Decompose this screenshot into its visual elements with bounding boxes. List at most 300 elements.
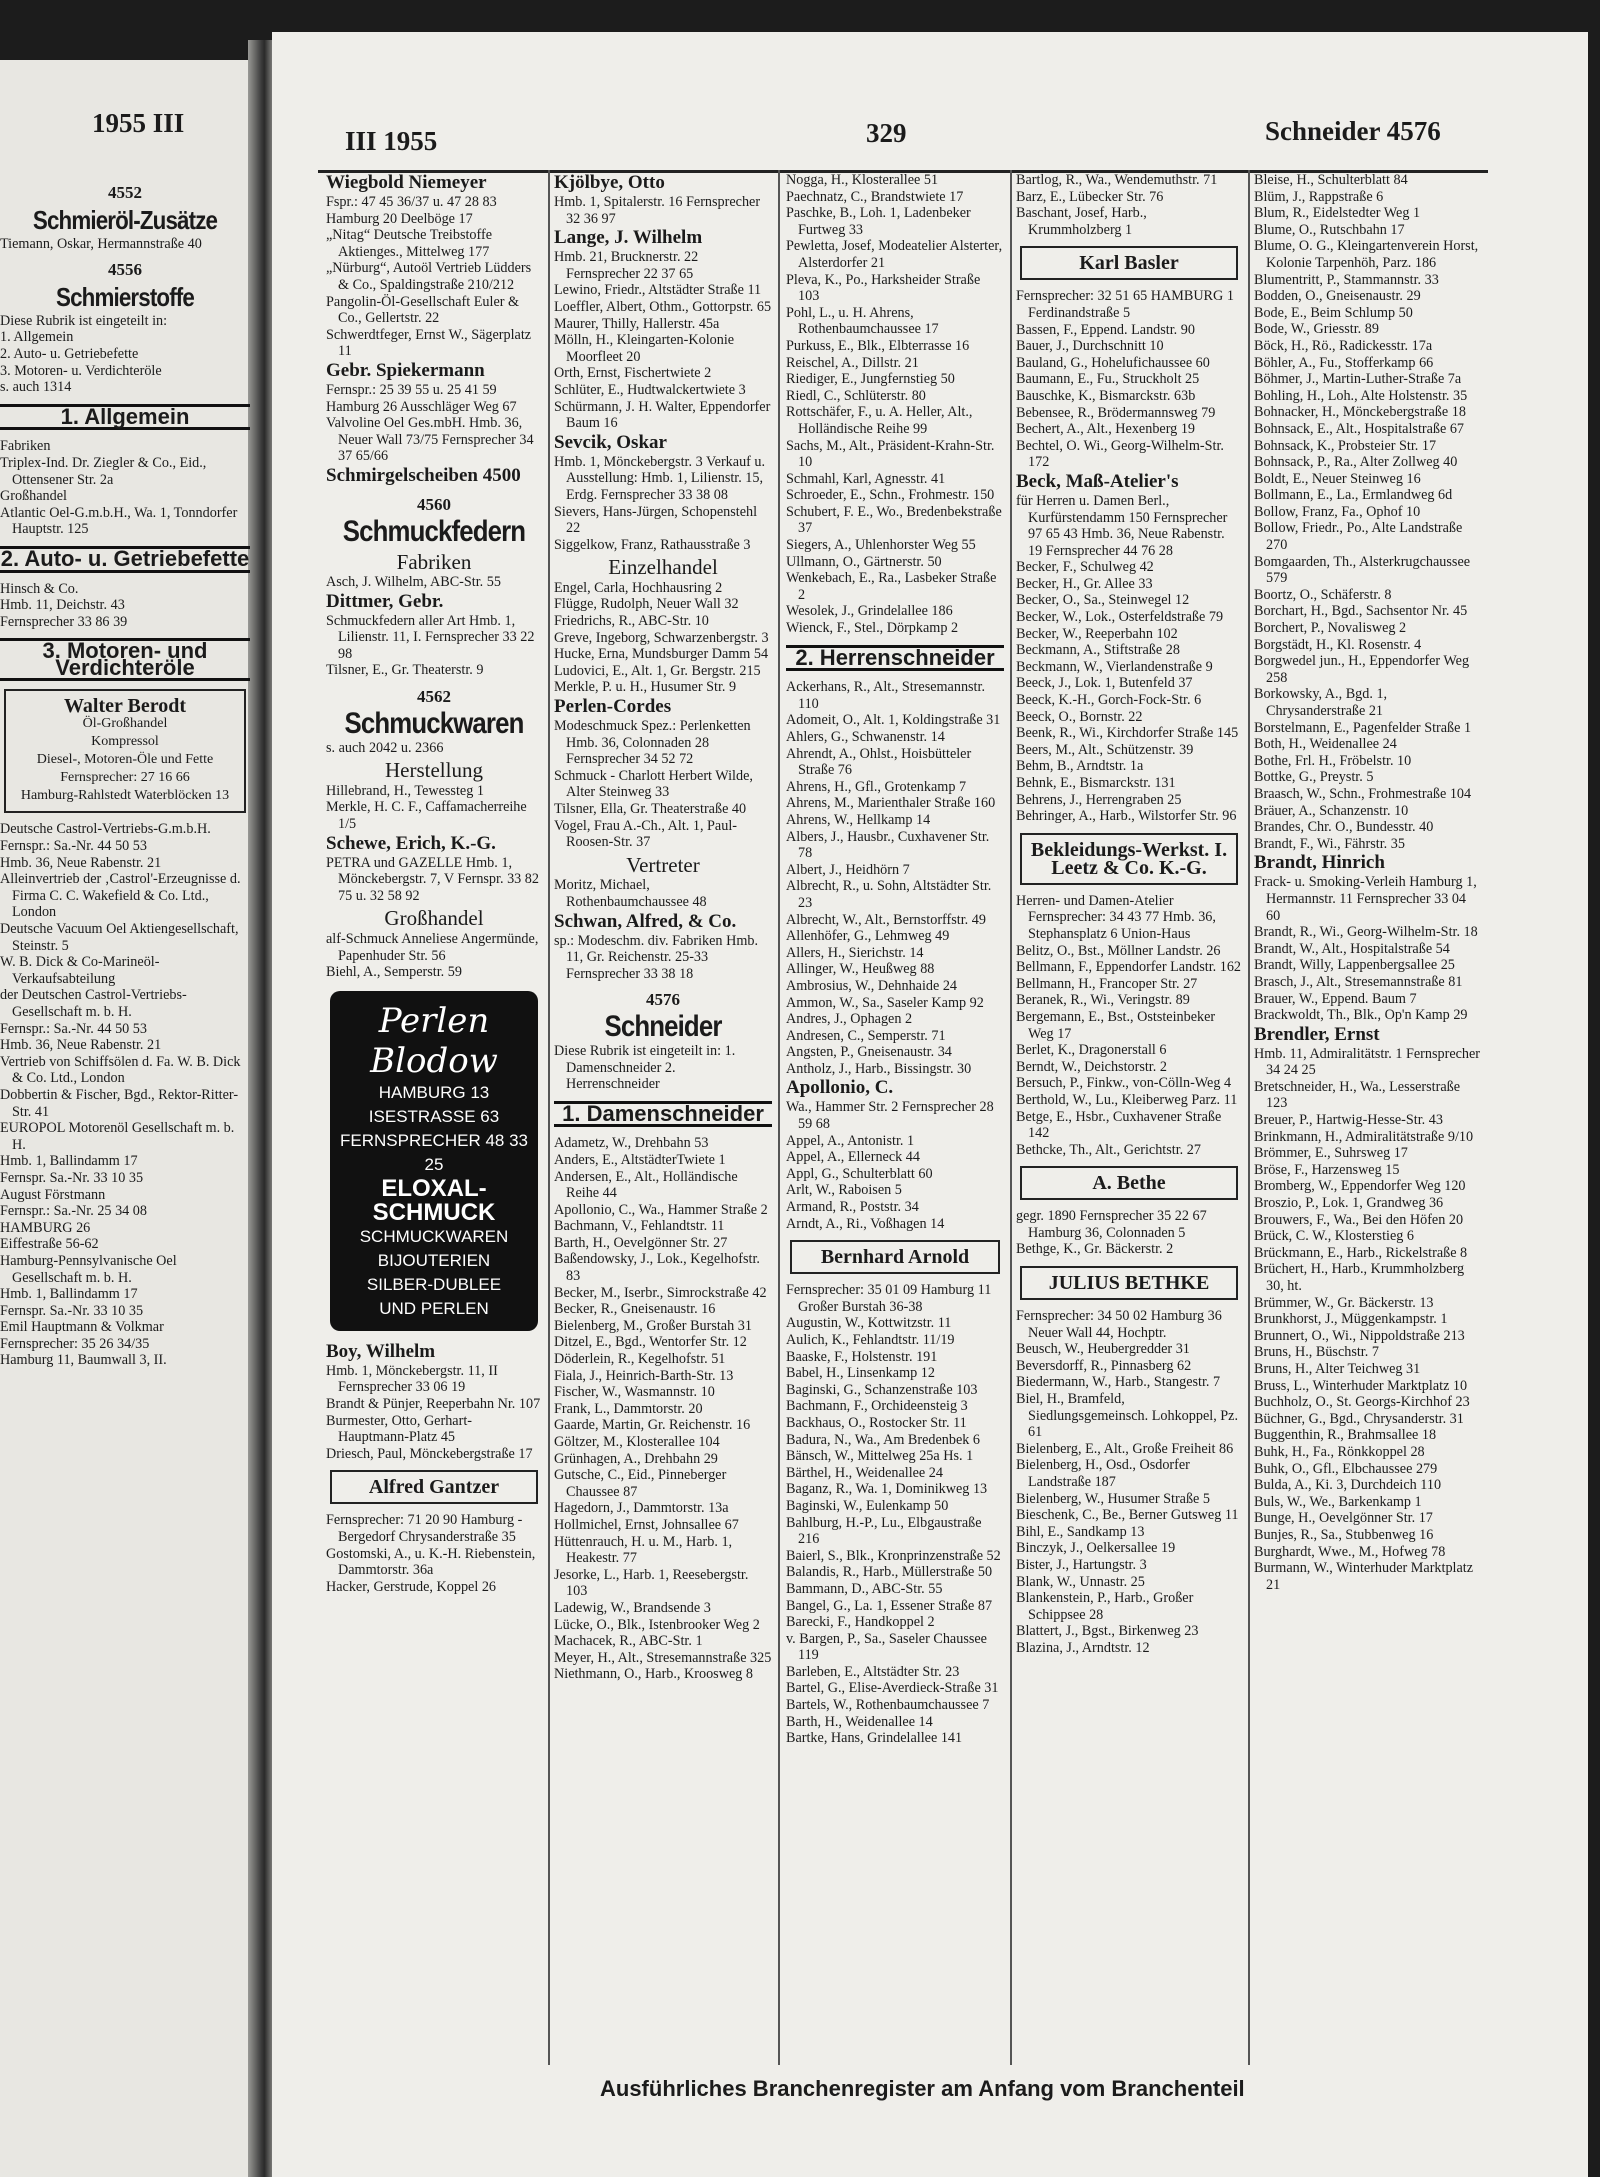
directory-entry: Böck, H., Rö., Radickesstr. 17a (1254, 337, 1433, 354)
directory-entry: Bollow, Friedr., Po., Alte Landstraße 270 (1254, 520, 1463, 554)
advert-box (1020, 1266, 1238, 1300)
directory-entry: Bollow, Franz, Fa., Ophof 10 (1254, 503, 1421, 520)
entry-name: Perlen-Cordes (554, 696, 672, 718)
directory-entry: Fernsprecher 33 86 39 (0, 613, 128, 630)
directory-entry: Becker, F., Schulweg 42 (1016, 559, 1154, 576)
directory-entry: Appel, A., Antonistr. 1 (786, 1132, 915, 1149)
directory-entry: Triplex-Ind. Dr. Ziegler & Co., Eid., Ottensener Str. 2a (0, 454, 207, 488)
directory-entry: Backhaus, O., Rostocker Str. 11 (786, 1414, 967, 1431)
directory-entry: Frack- u. Smoking-Verleih Hamburg 1, Hermannstr. 11 Fernsprecher 33 04 60 (1254, 874, 1477, 924)
advert-name: Bernhard Arnold (820, 1246, 970, 1269)
directory-entry: Hagedorn, J., Dammtorstr. 13a (554, 1500, 729, 1517)
directory-entry: Brinkmann, H., Admiralitätstraße 9/10 (1254, 1128, 1474, 1145)
directory-entry: Hacker, Gerstrude, Koppel 26 (326, 1578, 497, 1595)
column-rule (1248, 170, 1250, 2065)
entry-name: Sevcik, Oskar (554, 431, 667, 453)
directory-entry: Deutsche Castrol-Vertriebs-G.m.b.H. (0, 821, 211, 838)
directory-entry: Schlüter, E., Hudtwalckertwiete 3 (554, 381, 746, 398)
directory-entry: Bassen, F., Eppend. Landstr. 90 (1016, 321, 1195, 338)
directory-entry: Blume, O. G., Kleingartenverein Horst, Kolonie Tarpenhöh, Parz. 186 (1254, 238, 1479, 271)
directory-entry: Brauer, W., Eppend. Baum 7 (1254, 990, 1417, 1007)
advert-name: A. Bethe (1092, 1172, 1166, 1195)
directory-entry: Blum, R., Eidelstedter Weg 1 (1254, 205, 1421, 222)
directory-entry: Fernspr. Sa.-Nr. 33 10 35 (0, 1302, 144, 1319)
directory-entry: Baganz, R., Wa. 1, Dominikweg 13 (786, 1481, 988, 1498)
directory-entry: Behm, B., Arndtstr. 1a (1016, 758, 1144, 775)
directory-entry: Maurer, Thilly, Hallerstr. 45a (554, 315, 720, 332)
directory-entry: Blazina, J., Arndtstr. 12 (1016, 1639, 1150, 1656)
directory-entry: Fernspr.: Sa.-Nr. 25 34 08 (0, 1203, 147, 1220)
left-page-column (0, 175, 250, 1369)
directory-entry: Antholz, J., Harb., Bissingstr. 30 (786, 1060, 972, 1077)
directory-entry: Bangel, G., La. 1, Essener Straße 87 (786, 1597, 993, 1614)
directory-entry: Bode, E., Beim Schlump 50 (1254, 304, 1413, 321)
directory-entry: Beers, M., Alt., Schützenstr. 39 (1016, 741, 1194, 758)
directory-entry: Wa., Hammer Str. 2 Fernsprecher 28 59 68 (786, 1099, 994, 1133)
directory-entry: Merkle, P. u. H., Husumer Str. 9 (554, 679, 737, 696)
directory-entry: Boortz, O., Schäferstr. 8 (1254, 586, 1392, 603)
rubric-title: Schmuckfedern (342, 514, 526, 548)
directory-entry: Bellmann, H., Francoper Str. 27 (1016, 975, 1198, 992)
directory-entry: Bielenberg, E., Alt., Große Freiheit 86 (1016, 1440, 1234, 1457)
entry-name: Dittmer, Gebr. (326, 590, 444, 612)
directory-entry: Broszio, P., Lok. 1, Grandweg 36 (1254, 1195, 1444, 1212)
directory-entry: Barecki, F., Handkoppel 2 (786, 1614, 935, 1631)
directory-entry: Blankenstein, P., Harb., Großer Schippsee 28 (1016, 1590, 1194, 1623)
directory-entry: Bielenberg, H., Osd., Osdorfer Landstraße 187 (1016, 1457, 1190, 1490)
directory-entry: Bister, J., Hartungstr. 3 (1016, 1556, 1147, 1573)
directory-entry: Gostomski, A., u. K.-H. Riebenstein, Dammtorstr. 36a (326, 1545, 536, 1579)
directory-entry: Babel, H., Linsenkamp 12 (786, 1365, 935, 1382)
directory-entry: Bethcke, Th., Alt., Gerichtstr. 27 (1016, 1141, 1201, 1158)
directory-entry: Ladewig, W., Brandsende 3 (554, 1599, 711, 1616)
directory-entry: Merkle, H. C. F., Caffamacherreihe 1/5 (326, 799, 527, 833)
advert-line: HAMBURG 13 (378, 1082, 490, 1102)
rubric-title: Schmieröl-Zusätze (32, 204, 218, 235)
directory-entry: Lewino, Friedr., Altstädter Straße 11 (554, 282, 762, 299)
directory-entry: Brandes, Chr. O., Bundesstr. 40 (1254, 819, 1434, 836)
directory-entry: Pewletta, Josef, Modeatelier Alsterter, Alsterdorfer 21 (786, 238, 1003, 271)
directory-entry: Bottke, G., Preystr. 5 (1254, 769, 1374, 786)
directory-entry: gegr. 1890 Fernsprecher 35 22 67 Hamburg 36, Colonnaden 5 (1016, 1208, 1207, 1241)
directory-entry: Albrecht, W., Alt., Bernstorffstr. 49 (786, 911, 986, 928)
advert-line: ISESTRASSE 63 (368, 1106, 500, 1126)
directory-entry: Hmb. 11, Admiralitätstr. 1 Fernsprecher 34 24 25 (1254, 1045, 1481, 1079)
directory-entry: Brunkhorst, J., Müggenkampstr. 1 (1254, 1311, 1448, 1328)
directory-entry: Fspr.: 47 45 36/37 u. 47 28 83 (326, 194, 497, 210)
directory-entry: Schmuck - Charlott Herbert Wilde, Alter Steinweg 33 (554, 767, 753, 801)
directory-entry: Machacek, R., ABC-Str. 1 (554, 1633, 703, 1650)
directory-entry: Fernspr.: 25 39 55 u. 25 41 59 (326, 381, 497, 398)
directory-entry: Biedermann, W., Harb., Stangestr. 7 (1016, 1374, 1221, 1391)
advert-line: Diesel-, Motoren-Öle und Fette (36, 752, 214, 768)
entry-name: Wiegbold Niemeyer (326, 172, 487, 193)
directory-entry: Bunjes, R., Sa., Stubbenweg 16 (1254, 1526, 1434, 1543)
directory-entry: Schmuckfedern aller Art Hmb. 1, Lilienstr. 11, I. Fernsprecher 33 22 98 (326, 612, 535, 662)
perlen-blodow-advert (330, 991, 538, 1331)
advert-line: UND PERLEN (379, 1298, 489, 1318)
directory-entry: s. auch 1314 (0, 379, 72, 396)
directory-entry: Badura, N., Wa., Am Bredenbek 6 (786, 1431, 981, 1448)
directory-entry: Bebensee, R., Brödermannsweg 79 (1016, 404, 1216, 421)
directory-entry: Beenk, R., Wi., Kirchdorfer Straße 145 (1016, 725, 1239, 742)
directory-entry: Apollonio, C., Wa., Hammer Straße 2 (554, 1201, 768, 1218)
directory-entry: W. B. Dick & Co-Marineöl-Verkaufsabteilung (0, 954, 160, 987)
directory-entry: Pohl, L., u. H. Ahrens, Rothenbaumchaussee 17 (786, 304, 939, 338)
directory-entry: Mölln, H., Kleingarten-Kolonie Moorfleet 20 (554, 332, 735, 365)
directory-entry: Eiffestraße 56-62 (0, 1236, 99, 1253)
directory-entry: Bauschke, K., Bismarckstr. 63b (1016, 387, 1196, 404)
directory-entry: Burmann, W., Winterhuder Marktplatz 21 (1254, 1560, 1474, 1593)
directory-entry: Anders, E., AltstädterTwiete 1 (554, 1151, 726, 1168)
directory-entry: sp.: Modeschm. div. Fabriken Hmb. 11, Gr. Reichenstr. 25-33 Fernsprecher 33 38 18 (554, 932, 758, 982)
advert-line: Fernsprecher: 27 16 66 (60, 770, 190, 786)
directory-entry: Andres, J., Ophagen 2 (786, 1011, 913, 1028)
directory-entry: Becker, O., Sa., Steinwegel 12 (1016, 592, 1190, 609)
directory-entry: Brömmer, E., Suhrsweg 17 (1254, 1145, 1408, 1162)
directory-entry: Bänsch, W., Mittelweg 25a Hs. 1 (786, 1448, 974, 1465)
directory-entry: Ditzel, E., Bgd., Wentorfer Str. 12 (554, 1334, 747, 1351)
column-rule (548, 170, 550, 2065)
directory-entry: Angsten, P., Gneisenaustr. 34 (786, 1044, 952, 1061)
advert-box (4, 689, 246, 813)
directory-entry: Bartels, W., Rothenbaumchaussee 7 (786, 1697, 990, 1714)
directory-entry: Barth, H., Oevelgönner Str. 27 (554, 1234, 728, 1251)
entry-name: Schewe, Erich, K.-G. (326, 832, 496, 854)
directory-entry: Borchert, P., Novalisweg 2 (1254, 620, 1407, 637)
directory-entry: Behnk, E., Bismarckstr. 131 (1016, 775, 1176, 791)
entry-name: Lange, J. Wilhelm (554, 227, 703, 249)
subheading: Fabriken (396, 549, 472, 574)
advert-line: BIJOUTERIEN (377, 1250, 491, 1270)
directory-entry: Bartlog, R., Wa., Wendemuthstr. 71 (1016, 172, 1218, 188)
directory-entry: 3. Motoren- u. Verdichteröle (0, 362, 162, 379)
directory-entry: Fernspr. Sa.-Nr. 33 10 35 (0, 1169, 144, 1186)
directory-entry: Deutsche Vacuum Oel Aktiengesellschaft, Steinstr. 5 (0, 921, 239, 954)
directory-entry: Albrecht, R., u. Sohn, Altstädter Str. 23 (786, 878, 992, 911)
directory-entry: Brackwoldt, Th., Blk., Op'n Kamp 29 (1254, 1007, 1468, 1024)
directory-entry: Jesorke, L., Harb. 1, Reesebergstr. 103 (554, 1566, 749, 1600)
directory-entry: Hillebrand, H., Tewessteg 1 (326, 782, 484, 799)
directory-entry: Fernsprecher: 34 50 02 Hamburg 36 Neuer Wall 44, Hochptr. (1016, 1308, 1222, 1341)
directory-entry: Tiemann, Oskar, Hermannstraße 40 (0, 235, 202, 252)
page-number: 329 (866, 118, 907, 148)
directory-entry: Borgwedel jun., H., Eppendorfer Weg 258 (1254, 653, 1470, 686)
directory-entry: Borgstädt, H., Kl. Rosenstr. 4 (1254, 636, 1422, 653)
directory-entry: Bethge, K., Gr. Bäckerstr. 2 (1016, 1241, 1174, 1258)
directory-entry: Hmb. 1, Mönckebergstr. 3 Verkauf u. Ausstellung: Hmb. 1, Lilienstr. 15, Erdg. Fernsprecher 33 38 08 (554, 453, 766, 503)
directory-entry: Baierl, S., Blk., Kronprinzenstraße 52 (786, 1547, 1001, 1564)
directory-entry: Fernsprecher: 35 01 09 Hamburg 11 Großer Burstah 36-38 (786, 1282, 992, 1315)
directory-entry: Hinsch & Co. (0, 580, 79, 597)
directory-entry: Hmb. 1, Ballindamm 17 (0, 1286, 138, 1303)
advert-line: Hamburg-Rahlstedt Waterblöcken 13 (20, 788, 230, 804)
entry-name: Kjölbye, Otto (554, 172, 665, 193)
directory-entry: Becker, R., Gneisenaustr. 16 (554, 1301, 716, 1318)
directory-entry: Atlantic Oel-G.m.b.H., Wa. 1, Tonndorfer Hauptstr. 125 (0, 504, 238, 538)
column-2 (554, 172, 772, 1683)
entry-name: Schwan, Alfred, & Co. (554, 910, 737, 932)
directory-entry: Blumentritt, P., Stammannstr. 33 (1254, 271, 1439, 288)
directory-entry: Ludovici, E., Alt. 1, Gr. Bergstr. 215 (554, 662, 761, 679)
subheading: Vertreter (626, 852, 700, 877)
directory-entry: Buggenthin, R., Brahmsallee 18 (1254, 1427, 1437, 1444)
directory-entry: Fiala, J., Heinrich-Barth-Str. 13 (554, 1367, 734, 1384)
directory-entry: Allers, H., Sierichstr. 14 (786, 944, 924, 961)
directory-entry: Ammon, W., Sa., Saseler Kamp 92 (786, 994, 984, 1011)
advert-name: Karl Basler (1079, 252, 1179, 275)
directory-entry: Hmb. 1, Spitalerstr. 16 Fernsprecher 32 36 97 (554, 194, 761, 227)
column-5 (1254, 172, 1482, 1593)
directory-entry: Beusch, W., Heubergredder 31 (1016, 1341, 1190, 1358)
directory-entry: Bammann, D., ABC-Str. 55 (786, 1580, 943, 1597)
directory-entry: Bräuer, A., Schanzenstr. 10 (1254, 802, 1409, 819)
directory-entry: Bunge, H., Oevelgönner Str. 17 (1254, 1510, 1433, 1527)
directory-entry: Bohnsack, P., Ra., Alter Zollweg 40 (1254, 454, 1458, 471)
advert-line: Kompressol (91, 734, 159, 750)
advert-line: ELOXAL-SCHMUCK (372, 1174, 496, 1226)
directory-entry: Wenkebach, E., Ra., Lasbeker Straße 2 (786, 570, 997, 603)
directory-entry: Belitz, O., Bst., Möllner Landstr. 26 (1016, 942, 1221, 959)
directory-entry: Binczyk, J., Oelkersallee 19 (1016, 1540, 1176, 1557)
directory-entry: Buchholz, O., St. Georgs-Kirchhof 23 (1254, 1394, 1470, 1411)
directory-entry: Hmb. 1, Ballindamm 17 (0, 1153, 138, 1170)
directory-entry: Adomeit, O., Alt. 1, Koldingstraße 31 (786, 712, 1001, 729)
directory-entry: Baßendowsky, J., Lok., Kegelhofstr. 83 (554, 1251, 760, 1285)
directory-entry: Fernspr.: Sa.-Nr. 44 50 53 (0, 838, 147, 855)
directory-entry: der Deutschen Castrol-Vertriebs-Gesellschaft m. b. H. (0, 987, 187, 1020)
directory-entry: Bohnsack, E., Alt., Hospitalstraße 67 (1254, 420, 1465, 437)
advert-name: Alfred Gantzer (368, 1476, 500, 1499)
directory-entry: Buhk, H., Fa., Rönkkoppel 28 (1254, 1443, 1425, 1460)
running-head: Schneider 4576 (1265, 116, 1441, 146)
directory-entry: Diese Rubrik ist eingeteilt in: 1. Damenschneider 2. Herrenschneider (554, 1042, 736, 1093)
directory-entry: Beeck, J., Lok. 1, Butenfeld 37 (1016, 675, 1193, 692)
directory-entry: Frank, L., Dammtorstr. 20 (554, 1400, 703, 1417)
directory-entry: Appel, A., Ellerneck 44 (786, 1149, 920, 1166)
column-4 (1016, 172, 1242, 1657)
directory-entry: Modeschmuck Spez.: Perlenketten Hmb. 36, Colonnaden 28 Fernsprecher 34 52 72 (554, 718, 751, 768)
section-number: 4562 (417, 687, 451, 707)
directory-entry: Fernsprecher: 32 51 65 HAMBURG 1 Ferdinandstraße 5 (1016, 288, 1234, 321)
directory-entry: Dobbertin & Fischer, Bgd., Rektor-Ritter-Str. 41 (0, 1086, 239, 1120)
rubric-title: Schmierstoffe (56, 281, 194, 312)
directory-entry: Friedrichs, R., ABC-Str. 10 (554, 613, 709, 630)
directory-entry: Berndt, W., Deichstorstr. 2 (1016, 1058, 1167, 1075)
directory-entry: Becker, H., Gr. Allee 33 (1016, 575, 1153, 592)
directory-entry: Andersen, E., Alt., Holländische Reihe 44 (554, 1168, 738, 1202)
directory-entry: Bleise, H., Schulterblatt 84 (1254, 172, 1408, 188)
directory-entry: Pleva, K., Po., Harksheider Straße 103 (786, 271, 981, 305)
advert-box (1020, 833, 1238, 885)
section-number: 4556 (108, 260, 142, 280)
directory-entry: Blüm, J., Rappstraße 6 (1254, 188, 1384, 205)
advert-box (790, 1240, 1000, 1274)
column-rule (1010, 170, 1012, 2065)
directory-entry: Boldt, E., Neuer Steinweg 16 (1254, 470, 1421, 487)
directory-entry: Bomgaarden, Th., Alsterkrugchaussee 579 (1254, 553, 1471, 587)
directory-entry: Balandis, R., Harb., Müllerstraße 50 (786, 1564, 993, 1581)
directory-entry: Baumann, E., Fu., Struckholt 25 (1016, 371, 1200, 388)
directory-entry: Hamburg 11, Baumwall 3, II. (0, 1352, 167, 1369)
directory-entry: Bahlburg, H.-P., Lu., Elbgaustraße 216 (786, 1514, 982, 1548)
directory-entry: Reischel, A., Dillstr. 21 (786, 354, 919, 371)
directory-entry: Bode, W., Griesstr. 89 (1254, 321, 1379, 338)
directory-entry: Bohnsack, K., Probsteier Str. 17 (1254, 437, 1437, 454)
directory-entry: Driesch, Paul, Mönckebergstraße 17 (326, 1445, 533, 1462)
directory-entry: Beckmann, A., Stiftstraße 28 (1016, 642, 1180, 659)
directory-entry: Behringer, A., Harb., Wilstorfer Str. 96 (1016, 808, 1237, 825)
directory-entry: Meyer, H., Alt., Stresemannstraße 325 (554, 1649, 772, 1666)
section-heading: 2. Auto- u. Getriebefette (0, 545, 250, 571)
directory-entry: Pangolin-Öl-Gesellschaft Euler & Co., Gellertstr. 22 (326, 293, 520, 327)
directory-entry: Großhandel (0, 488, 67, 505)
directory-entry: Hmb. 36, Neue Rabenstr. 21 (0, 854, 162, 871)
directory-entry: Bärthel, H., Weidenallee 24 (786, 1464, 943, 1481)
advert-line: Öl-Großhandel (82, 716, 168, 732)
directory-entry: Bieschenk, C., Be., Berner Gutsweg 11 (1016, 1507, 1239, 1524)
advert-line: Perlen Blodow (370, 1000, 498, 1081)
directory-entry: Biehl, A., Semperstr. 59 (326, 964, 462, 981)
directory-entry: Hollmichel, Ernst, Johnsallee 67 (554, 1516, 739, 1533)
directory-entry: Barth, H., Weidenallee 14 (786, 1713, 933, 1730)
directory-entry: Greve, Ingeborg, Schwarzenbergstr. 3 (554, 629, 769, 646)
directory-entry: Blank, W., Unnastr. 25 (1016, 1573, 1145, 1590)
directory-entry: Büchner, G., Bgd., Chrysanderstr. 31 (1254, 1410, 1464, 1427)
directory-entry: s. auch 2042 u. 2366 (326, 739, 444, 756)
directory-entry: Bachmann, V., Fehlandtstr. 11 (554, 1218, 725, 1235)
directory-entry: Andresen, C., Semperstr. 71 (786, 1027, 946, 1044)
rubric-title: Schneider (604, 1009, 722, 1043)
directory-entry: Hüttenrauch, H. u. M., Harb. 1, Heakestr. 77 (554, 1533, 733, 1567)
subheading: Großhandel (384, 906, 484, 931)
entry-name: Boy, Wilhelm (326, 1340, 436, 1362)
directory-entry: Barleben, E., Altstädter Str. 23 (786, 1663, 960, 1680)
directory-entry: Hmb. 1, Mönckebergstr. 11, II Fernsprecher 33 06 19 (326, 1362, 498, 1396)
directory-entry: Böhler, A., Fu., Stofferkamp 66 (1254, 354, 1434, 371)
directory-entry: Purkuss, E., Blk., Elbterrasse 16 (786, 337, 970, 354)
directory-entry: Betge, E., Hsbr., Cuxhavener Straße 142 (1016, 1108, 1222, 1142)
directory-entry: Fabriken (0, 438, 51, 455)
directory-entry: Loeffler, Albert, Othm., Gottorpstr. 65 (554, 298, 772, 315)
directory-entry: Bauland, G., Hohelufichaussee 60 (1016, 354, 1210, 371)
directory-entry: alf-Schmuck Anneliese Angermünde, Papenhuder Str. 56 (326, 931, 539, 964)
directory-entry: Bechert, A., Alt., Hexenberg 19 (1016, 421, 1196, 438)
rubric-title: Schmuckwaren (344, 706, 524, 740)
directory-entry: Augustin, W., Kottwitzstr. 11 (786, 1315, 952, 1332)
directory-entry: Bulda, A., Ki. 3, Durchdeich 110 (1254, 1477, 1442, 1494)
directory-entry: Wienck, F., Stel., Dörpkamp 2 (786, 620, 959, 637)
directory-entry: Behrens, J., Herrengraben 25 (1016, 791, 1182, 808)
directory-entry: Brandt, R., Wi., Georg-Wilhelm-Str. 18 (1254, 924, 1478, 941)
directory-entry: Moritz, Michael, Rothenbaumchaussee 48 (554, 877, 707, 910)
entry-name: Apollonio, C. (786, 1077, 894, 1099)
directory-entry: Baschant, Josef, Harb., Krummholzberg 1 (1016, 205, 1147, 238)
directory-entry: Bruss, L., Winterhuder Marktplatz 10 (1254, 1377, 1468, 1394)
directory-entry: Hmb. 21, Brucknerstr. 22 Fernsprecher 22 37 65 (554, 249, 699, 282)
section-number: 4552 (108, 183, 142, 202)
directory-entry: Ackerhans, R., Alt., Stresemannstr. 110 (786, 679, 985, 712)
advert-line: Walter Berodt (63, 695, 187, 718)
directory-entry: Schwerdtfeger, Ernst W., Sägerplatz 11 (326, 326, 532, 360)
directory-entry: Albert, J., Heidhörn 7 (786, 861, 910, 878)
directory-entry: Borstelmann, E., Pagenfelder Straße 1 (1254, 719, 1472, 736)
directory-entry: Berthold, W., Lu., Kleiberweg Parz. 11 (1016, 1091, 1238, 1108)
directory-entry: Bielenberg, W., Husumer Straße 5 (1016, 1490, 1210, 1507)
directory-entry: Hamburg 26 Ausschläger Weg 67 (326, 398, 517, 415)
directory-entry: Borkowsky, A., Bgd. 1, Chrysanderstraße 21 (1254, 686, 1388, 719)
directory-entry: Böhmer, J., Martin-Luther-Straße 7a (1254, 371, 1462, 388)
directory-entry: Baaske, F., Holstenstr. 191 (786, 1348, 938, 1365)
directory-entry: Valvoline Oel Ges.mbH. Hmb. 36, Neuer Wall 73/75 Fernsprecher 34 37 65/66 (326, 415, 534, 465)
directory-entry: Beranek, R., Wi., Veringstr. 89 (1016, 992, 1190, 1009)
directory-entry: Allinger, W., Heußweg 88 (786, 961, 935, 978)
directory-entry: Beeck, K.-H., Gorch-Fock-Str. 6 (1016, 692, 1202, 709)
directory-entry: Braasch, W., Schn., Frohmestraße 104 (1254, 785, 1472, 802)
directory-entry: Adametz, W., Drehbahn 53 (554, 1135, 709, 1152)
directory-entry: Diese Rubrik ist eingeteilt in: (0, 312, 168, 329)
directory-entry: Sievers, Hans-Jürgen, Schopenstehl 22 (554, 503, 758, 537)
directory-entry: Hamburg-Pennsylvanische Oel Gesellschaft m. b. H. (0, 1252, 177, 1286)
left-page-header: 1955 III (92, 108, 185, 138)
directory-entry: „Nürburg“, Autoöl Vertrieb Lüdders & Co., Spaldingstraße 210/212 (326, 260, 532, 293)
directory-entry: Nogga, H., Klosterallee 51 (786, 172, 939, 188)
directory-entry: Ahrens, H., Gfl., Grotenkamp 7 (786, 778, 967, 795)
directory-entry: Asch, J. Wilhelm, ABC-Str. 55 (326, 574, 501, 591)
section-heading: 1. Allgemein (0, 404, 250, 431)
directory-entry: Grünhagen, A., Drehbahn 29 (554, 1450, 718, 1467)
directory-entry: Brandt, W., Alt., Hospitalstraße 54 (1254, 940, 1450, 957)
directory-entry: Alleinvertrieb der ‚Castrol'-Erzeugnisse d. Firma C. C. Wakefield & Co. Ltd., London (0, 871, 241, 921)
directory-entry: Bohnacker, H., Mönckebergstraße 18 (1254, 404, 1466, 421)
directory-entry: Gutsche, C., Eid., Pinneberger Chaussee 87 (554, 1467, 727, 1500)
directory-entry: Hamburg 20 Deelböge 17 (326, 210, 473, 227)
directory-entry: Vogel, Frau A.-Ch., Alt. 1, Paul-Roosen-Str. 37 (554, 817, 737, 851)
directory-entry: Brandt, F., Wi., Fährstr. 35 (1254, 835, 1405, 852)
footer-note: Ausführliches Branchenregister am Anfang vom Branchenteil (600, 2076, 1245, 2101)
directory-entry: Orth, Ernst, Fischertwiete 2 (554, 365, 712, 382)
column-rule (778, 170, 780, 2065)
advert-name: JULIUS BETHKE (1048, 1272, 1210, 1295)
advert-name: Bekleidungs-Werkst. I. Leetz & Co. K.-G. (1030, 838, 1228, 879)
column-3 (786, 172, 1004, 1747)
section-number: 4576 (646, 990, 680, 1010)
directory-entry: Ahlers, G., Schwanenstr. 14 (786, 729, 945, 745)
directory-entry: Bromberg, W., Eppendorfer Weg 120 (1254, 1178, 1466, 1195)
directory-entry: Becker, W., Lok., Osterfeldstraße 79 (1016, 609, 1224, 626)
entry-name: Brandt, Hinrich (1254, 852, 1385, 874)
column-1 (326, 172, 542, 1595)
subheading: Einzelhandel (608, 555, 718, 580)
directory-entry: Sachs, M., Alt., Präsident-Krahn-Str. 10 (786, 437, 995, 471)
directory-entry: Bartke, Hans, Grindelallee 141 (786, 1730, 963, 1747)
advert-line: SCHMUCKWAREN (359, 1226, 509, 1246)
directory-entry: Bellmann, F., Eppendorfer Landstr. 162 (1016, 959, 1242, 976)
directory-entry: Riedl, C., Schlüterstr. 80 (786, 387, 926, 404)
directory-entry: Bothe, Frl. H., Fröbelstr. 10 (1254, 752, 1412, 769)
advert-box (330, 1470, 538, 1504)
directory-entry: Engel, Carla, Hochhausring 2 (554, 579, 723, 596)
directory-entry: Beversdorff, R., Pinnasberg 62 (1016, 1357, 1192, 1374)
directory-entry: Göltzer, M., Klosterallee 104 (554, 1434, 720, 1450)
directory-entry: Bodden, O., Gneisenaustr. 29 (1254, 288, 1421, 305)
directory-entry: Bielenberg, M., Großer Burstah 31 (554, 1317, 752, 1334)
directory-entry: Biel, H., Bramfeld, Siedlungsgemeinsch. Lohkoppel, Pz. 61 (1016, 1391, 1239, 1441)
directory-entry: „Nitag“ Deutsche Treibstoffe Aktienges., Mittelweg 177 (326, 227, 493, 260)
directory-entry: Lücke, O., Blk., Istenbrooker Weg 2 (554, 1616, 760, 1633)
directory-entry: Brandt, Willy, Lappenbergsallee 25 (1254, 957, 1455, 974)
directory-entry: Becker, W., Reeperbahn 102 (1016, 625, 1178, 642)
